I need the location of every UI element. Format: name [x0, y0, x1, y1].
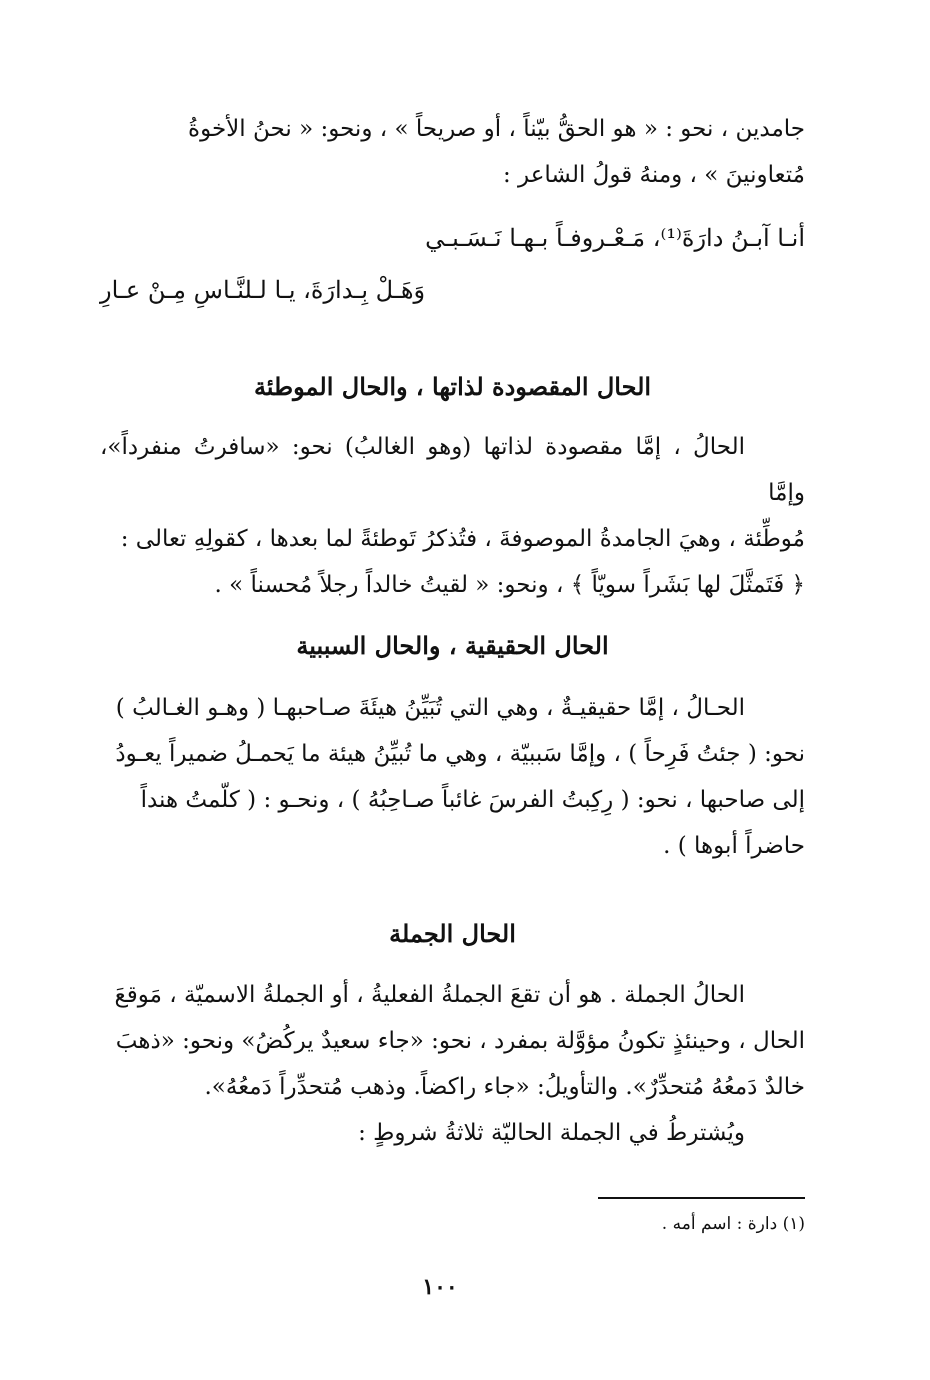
- body-line: الحـالُ ، إمَّا حقيقيـةٌ ، وهي التي تُبَيِّنُ هيئَةَ صـاحبهـا ( وهـو الغـالبُ ): [115, 695, 745, 721]
- body-line: جامدين ، نحو : « هو الحقُّ بيّناً ، أو صريحاً » ، ونحو: « نحنُ الأخوةُ: [188, 116, 805, 142]
- body-line: حاضراً أبوها ) .: [663, 833, 805, 859]
- verse-hemistich-2: وَهَـلْ بِـدارَةَ، يـا لـلنَّـاسِ مِـنْ عـارِ: [100, 276, 426, 304]
- section-1-paragraph: [100, 424, 805, 608]
- section-heading: الحال الحقيقية ، والحال السببية: [296, 631, 609, 660]
- body-line: مُوطِّئة ، وهيَ الجامدةُ الموصوفةَ ، فتُذكرُ تَوطئةً لما بعدها ، كقولِهِ تعالى :: [120, 526, 805, 552]
- body-line: الحال ، وحينئذٍ تكونُ مؤوَّلة بمفرد ، نحو: «جاء سعيدٌ يركُضُ» ونحو: «ذهبَ: [115, 1028, 805, 1054]
- body-line: الحالُ الجملة . هو أن تقعَ الجملةُ الفعليةُ ، أو الجملةُ الاسميّة ، مَوقعَ: [114, 982, 745, 1008]
- intro-paragraph: [100, 106, 805, 198]
- body-line: خالدٌ دَمعُهُ مُتحدِّرٌ». والتأويلُ: «جاء راكضاً. وذهب مُتحدِّراً دَمعُهُ».: [204, 1074, 805, 1100]
- verse-hemistich-1: أنـا آبـنُ دارَةَ⁽¹⁾، مَـعْـروفـاً بـهـا نَـسَـبـي: [425, 224, 805, 252]
- footnote: (١) دارة : اسم أمه .: [661, 1214, 805, 1234]
- body-line: الحالُ ، إمَّا مقصودة لذاتها (وهو الغالبُ) نحو: «سافرتُ منفرداً»، وإمَّا: [100, 434, 805, 506]
- page-number: ١٠٠: [422, 1274, 458, 1300]
- section-2-paragraph: [100, 685, 805, 869]
- body-line: نحو: ( جئتُ فَرِحاً ) ، وإمَّا سَببيّة ، وهي ما تُبيِّنُ هيئة ما يَحمـلُ ضميراً يعـودُ: [115, 741, 805, 767]
- body-line: إلى صاحبها ، نحو: ( رِكِبتُ الفرسَ غائباً صـاحِبُهُ ) ، ونحـو : ( كلّمتُ هنداً: [140, 787, 805, 813]
- section-heading: الحال المقصودة لذاتها ، والحال الموطئة: [253, 372, 652, 401]
- section-heading: الحال الجملة: [389, 919, 516, 948]
- body-line: ويُشترطُ في الجملة الحاليّة ثلاثةُ شروطٍ :: [358, 1120, 745, 1146]
- section-3-paragraph: [100, 972, 805, 1156]
- body-line: ﴿ فَتَمثَّلَ لها بَشَراً سويّاً ﴾ ، ونحو: « لقيتُ خالداً رجلاً مُحسناً » .: [214, 572, 805, 598]
- footnote-separator: [598, 1197, 805, 1199]
- body-line: مُتعاونينَ » ، ومنهُ قولُ الشاعر :: [502, 162, 805, 188]
